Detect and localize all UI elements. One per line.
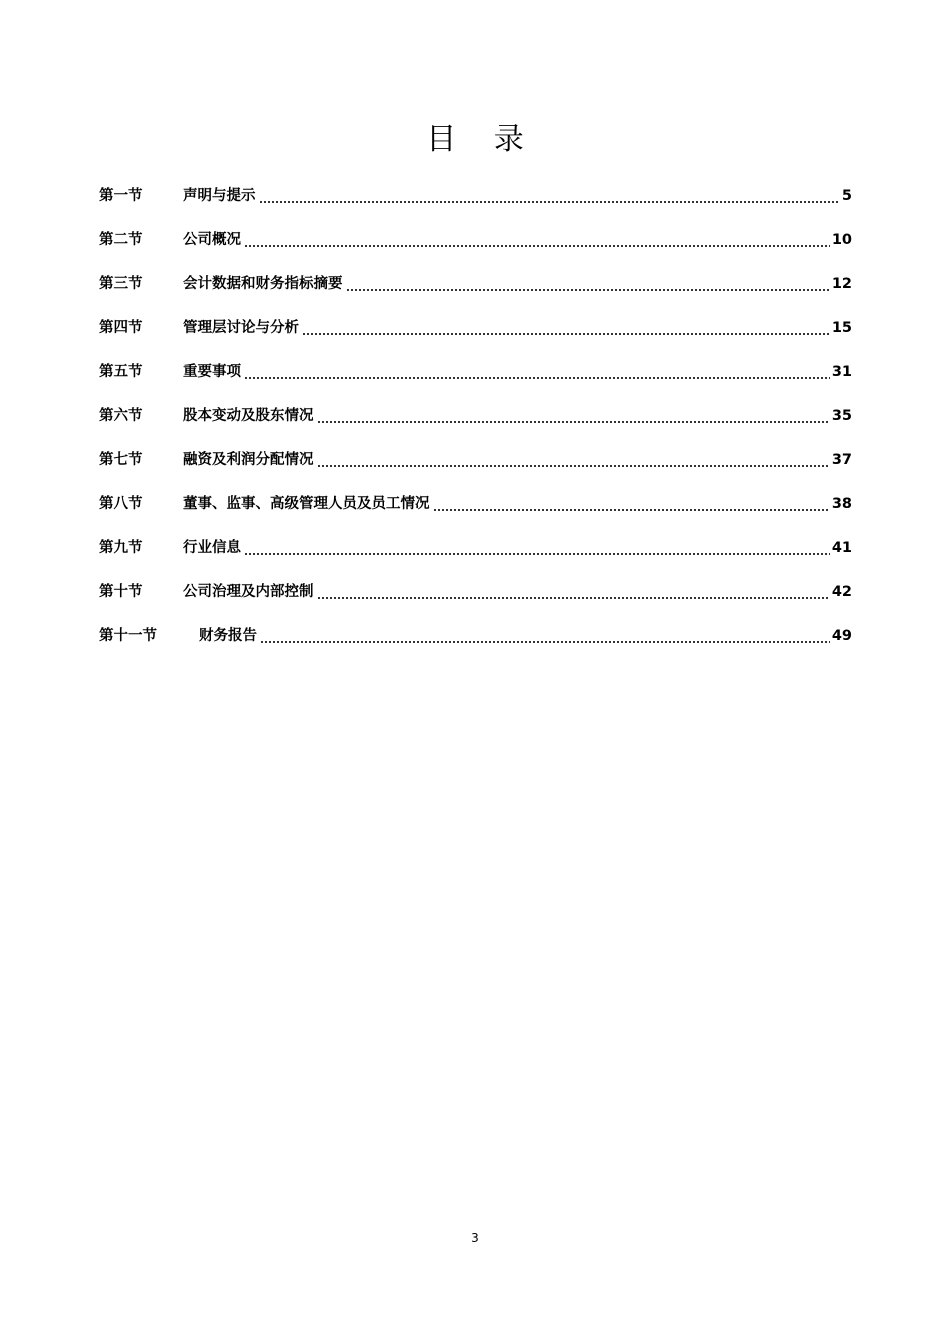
dot-leader xyxy=(244,534,830,562)
dot-leader xyxy=(317,402,830,430)
section-number: 第十节 xyxy=(99,584,143,600)
section-number: 第九节 xyxy=(99,540,143,556)
section-page-number: 10 xyxy=(831,232,852,248)
section-number: 第三节 xyxy=(99,276,143,292)
toc-entry-4[interactable] xyxy=(99,314,852,358)
section-title: 公司治理及内部控制 xyxy=(183,584,314,600)
section-title: 公司概况 xyxy=(183,232,241,248)
section-page-number: 42 xyxy=(831,584,852,600)
dot-leader xyxy=(244,226,830,254)
section-title: 股本变动及股东情况 xyxy=(183,408,314,424)
dot-leader xyxy=(260,622,830,650)
toc-entry-7[interactable] xyxy=(99,446,852,490)
section-page-number: 5 xyxy=(841,188,852,204)
dot-leader xyxy=(346,270,830,298)
dot-leader xyxy=(244,358,830,386)
section-number: 第一节 xyxy=(99,188,143,204)
toc-entry-3[interactable] xyxy=(99,270,852,314)
section-page-number: 38 xyxy=(831,496,852,512)
toc-entry-6[interactable] xyxy=(99,402,852,446)
toc-entry-2[interactable] xyxy=(99,226,852,270)
section-number: 第五节 xyxy=(99,364,143,380)
toc-entry-1[interactable] xyxy=(99,182,852,226)
section-title: 重要事项 xyxy=(183,364,241,380)
section-title: 融资及利润分配情况 xyxy=(183,452,314,468)
section-number: 第八节 xyxy=(99,496,143,512)
section-number: 第十一节 xyxy=(99,628,157,644)
page-number: 3 xyxy=(471,1231,479,1245)
toc-entry-8[interactable] xyxy=(99,490,852,534)
section-number: 第四节 xyxy=(99,320,143,336)
section-page-number: 31 xyxy=(831,364,852,380)
section-number: 第六节 xyxy=(99,408,143,424)
section-title: 声明与提示 xyxy=(183,188,256,204)
toc-title: 目 录 xyxy=(426,122,538,157)
dot-leader xyxy=(302,314,830,342)
section-title: 行业信息 xyxy=(183,540,241,556)
toc-entry-9[interactable] xyxy=(99,534,852,578)
section-title: 管理层讨论与分析 xyxy=(183,320,299,336)
toc-entry-10[interactable] xyxy=(99,578,852,622)
dot-leader xyxy=(317,446,830,474)
dot-leader xyxy=(259,182,840,210)
section-page-number: 12 xyxy=(831,276,852,292)
section-page-number: 37 xyxy=(831,452,852,468)
section-number: 第二节 xyxy=(99,232,143,248)
section-page-number: 15 xyxy=(831,320,852,336)
section-title: 董事、监事、高级管理人员及员工情况 xyxy=(183,496,430,512)
section-page-number: 49 xyxy=(831,628,852,644)
toc-entry-11[interactable] xyxy=(99,622,852,666)
toc-list xyxy=(99,182,852,666)
dot-leader xyxy=(433,490,830,518)
section-title: 财务报告 xyxy=(199,628,257,644)
section-page-number: 41 xyxy=(831,540,852,556)
section-title: 会计数据和财务指标摘要 xyxy=(183,276,343,292)
section-page-number: 35 xyxy=(831,408,852,424)
section-number: 第七节 xyxy=(99,452,143,468)
dot-leader xyxy=(317,578,830,606)
toc-entry-5[interactable] xyxy=(99,358,852,402)
